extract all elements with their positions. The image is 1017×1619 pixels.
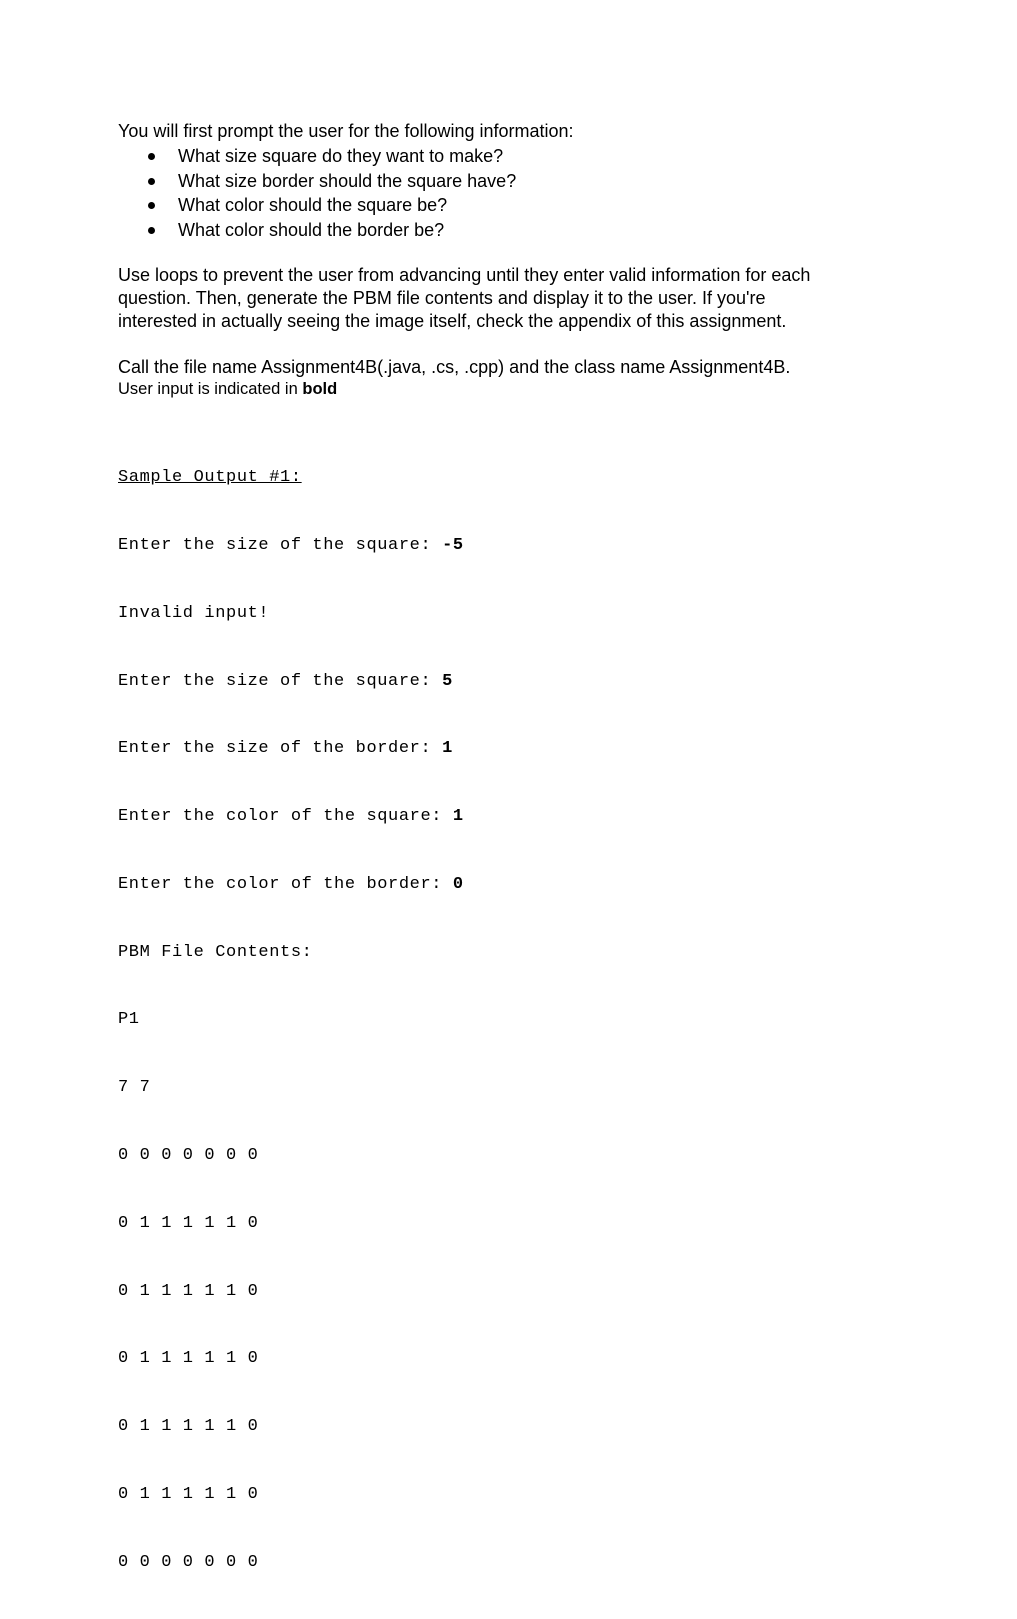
pbm-row: 0 0 0 0 0 0 0: [118, 1552, 259, 1572]
question-text: What color should the border be?: [178, 219, 445, 240]
sample-heading: Sample Output #1:: [118, 468, 302, 488]
pbm-row: 0 1 1 1 1 1 0: [118, 1281, 259, 1301]
list-item: [118, 193, 958, 218]
console-line: [118, 535, 958, 558]
console-line: [118, 806, 958, 829]
user-input-note-prefix: User input is indicated in: [118, 380, 303, 398]
console-line: [118, 671, 958, 694]
user-input-note: [118, 379, 958, 400]
question-text: What size square do they want to make?: [178, 146, 504, 166]
console-user-input: 1: [442, 739, 453, 759]
pbm-row: 0 1 1 1 1 1 0: [118, 1213, 259, 1233]
pbm-row: 0 1 1 1 1 1 0: [118, 1417, 259, 1437]
user-input-note-bold: bold: [302, 380, 338, 398]
intro-text: You will first prompt the user for the following information:: [118, 121, 574, 141]
instructions-line: Use loops to prevent the user from advancing until they enter valid information for each: [118, 265, 811, 285]
list-item: [118, 169, 958, 194]
console-line: [118, 603, 958, 626]
question-text: What size border should the square have?: [178, 170, 517, 191]
console-prompt: Invalid input!: [118, 603, 270, 623]
console-prompt: Enter the size of the border:: [118, 739, 443, 759]
instructions-line: question. Then, generate the PBM file contents and display it to the user. If you're: [118, 288, 766, 308]
console-prompt: Enter the color of the square:: [118, 807, 453, 827]
bullet-icon: [148, 202, 155, 209]
console-user-input: 0: [452, 874, 464, 894]
question-list: [118, 144, 958, 242]
pbm-row: 0 1 1 1 1 1 0: [118, 1484, 259, 1504]
pbm-row: 0 1 1 1 1 1 0: [118, 1349, 259, 1369]
sample-output: [118, 422, 958, 1619]
instructions-paragraph: [118, 264, 958, 333]
list-item: [118, 144, 958, 169]
pbm-row: 0 0 0 0 0 0 0: [118, 1146, 259, 1165]
question-text: What color should the square be?: [178, 195, 448, 215]
console-user-input: -5: [442, 535, 464, 555]
file-naming-text: Call the file name Assignment4B(.java, .cs, .cpp) and the class name Assignment4B.: [118, 357, 791, 377]
instructions-line: interested in actually seeing the image itself, check the appendix of this assignment.: [118, 311, 787, 331]
pbm-magic-number: P1: [118, 1010, 140, 1030]
console-line: [118, 738, 958, 761]
bullet-icon: [148, 153, 155, 160]
bullet-icon: [148, 178, 155, 185]
document-page: [118, 120, 958, 1619]
console-user-input: 5: [442, 671, 453, 691]
list-item: [118, 218, 958, 243]
console-line: [118, 874, 958, 897]
console-prompt: Enter the color of the border:: [118, 874, 453, 894]
console-prompt: Enter the size of the square:: [118, 671, 443, 691]
pbm-dimensions: 7 7: [118, 1078, 151, 1098]
bullet-icon: [148, 227, 155, 234]
console-user-input: 1: [452, 807, 464, 827]
console-prompt: Enter the size of the square:: [118, 535, 443, 555]
pbm-label: PBM File Contents:: [118, 942, 313, 962]
